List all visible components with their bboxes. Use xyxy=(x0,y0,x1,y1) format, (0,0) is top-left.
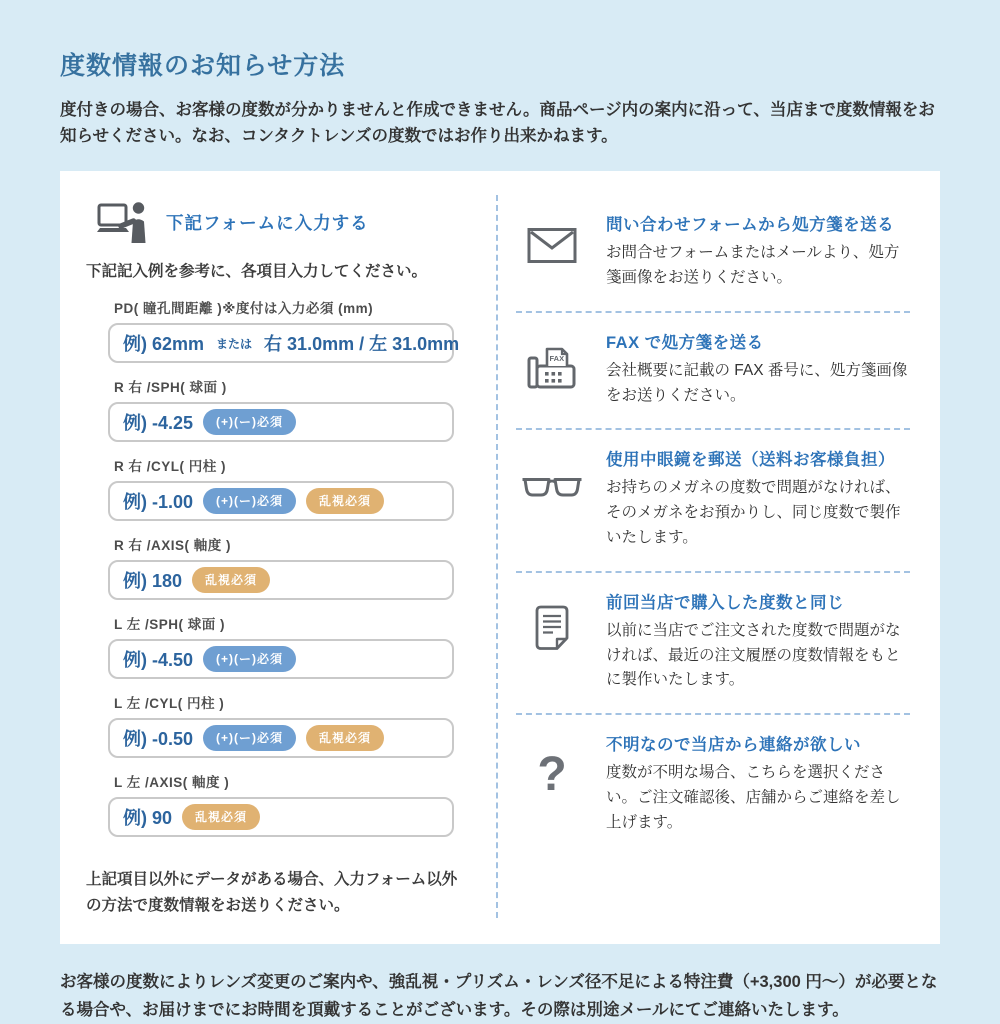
method-body: 以前に当店でご注文された度数で問題がなければ、最近の注文履歴の度数情報をもとに製作いたします。 xyxy=(606,621,901,689)
form-field-l-axis xyxy=(108,771,454,837)
form-field-r-sph xyxy=(108,376,454,442)
form-heading: 下記フォームに入力する xyxy=(166,212,369,233)
field-label: R 右 /CYL( 円柱 ) xyxy=(114,459,226,475)
footer-note: お客様の度数によりレンズ変更のご案内や、強乱視・プリズム・レンズ径不足による特注費（+3,300 円〜）が必要となる場合や、お届けまでにお時間を頂戴することがございます。その際は別途メールにてご連絡いたします。 xyxy=(60,973,938,1020)
example-input-box xyxy=(108,639,454,679)
example-input-box xyxy=(108,560,454,600)
example-value: 例) -0.50 xyxy=(123,729,194,750)
method-text xyxy=(606,589,910,693)
example-input-box xyxy=(108,402,454,442)
form-fields xyxy=(108,297,460,837)
methods-column xyxy=(498,195,940,918)
method-text xyxy=(606,211,910,291)
method-title: 前回当店で購入した度数と同じ xyxy=(606,593,844,612)
example-value: 例) 90 xyxy=(123,808,173,829)
method-text xyxy=(606,329,910,409)
example-value-detail: 右 31.0mm / 左 31.0mm xyxy=(264,334,460,355)
info-card xyxy=(60,171,940,944)
method-text xyxy=(606,731,910,835)
form-column xyxy=(60,195,498,918)
example-input-box xyxy=(108,481,454,521)
field-label: R 右 /AXIS( 軸度 ) xyxy=(114,538,232,554)
method-title: 問い合わせフォームから処方箋を送る xyxy=(606,216,895,235)
method-item-unknown xyxy=(516,713,910,855)
astigmatism-required-badge: 乱視必須 xyxy=(306,488,384,514)
method-item-mail-glasses xyxy=(516,428,910,570)
example-input-box xyxy=(108,323,460,363)
astigmatism-required-badge: 乱視必須 xyxy=(182,804,260,830)
example-value: 例) 180 xyxy=(123,571,183,592)
method-title: FAX で処方箋を送る xyxy=(606,333,764,352)
plus-minus-required-badge: (+)(ー)必須 xyxy=(203,725,296,751)
field-label: L 左 /SPH( 球面 ) xyxy=(114,617,226,633)
envelope-icon xyxy=(516,211,588,291)
plus-minus-required-badge: (+)(ー)必須 xyxy=(203,488,296,514)
form-field-l-cyl xyxy=(108,692,454,758)
intro-text: 度付きの場合、お客様の度数が分かりませんと作成できません。商品ページ内の案内に沿って、当店まで度数情報をお知らせください。なお、コンタクトレンズの度数ではお作り出来かねます。 xyxy=(60,101,935,145)
method-title: 使用中眼鏡を郵送（送料お客様負担） xyxy=(606,451,895,470)
example-input-box xyxy=(108,718,454,758)
example-value: 例) -1.00 xyxy=(123,492,194,513)
plus-minus-required-badge: (+)(ー)必須 xyxy=(203,409,296,435)
astigmatism-required-badge: 乱視必須 xyxy=(306,725,384,751)
example-value: 例) -4.25 xyxy=(123,413,194,434)
glasses-icon xyxy=(516,446,588,550)
person-at-computer-icon xyxy=(96,201,150,243)
method-title: 不明なので当店から連絡が欲しい xyxy=(606,736,861,755)
page-title: 度数情報のお知らせ方法 xyxy=(60,52,346,80)
example-value: 例) 62mm xyxy=(123,334,205,355)
form-field-r-cyl xyxy=(108,455,454,521)
field-label: L 左 /AXIS( 軸度 ) xyxy=(114,775,230,791)
method-body: お問合せフォームまたはメールより、処方箋画像をお送りください。 xyxy=(606,244,900,286)
fax-icon xyxy=(516,329,588,409)
method-body: 会社概要に記載の FAX 番号に、処方箋画像をお送りください。 xyxy=(606,361,908,404)
method-item-contact-form xyxy=(516,195,910,311)
form-field-l-sph xyxy=(108,613,454,679)
svg-text:FAX: FAX xyxy=(549,353,565,363)
example-or-text: または xyxy=(216,336,253,351)
form-field-pd xyxy=(108,297,460,363)
method-text xyxy=(606,446,910,550)
field-label: R 右 /SPH( 球面 ) xyxy=(114,380,227,396)
method-body: 度数が不明な場合、こちらを選択ください。ご注文確認後、店舗からご連絡を差し上げます。 xyxy=(606,764,901,831)
document-icon xyxy=(516,589,588,693)
method-body: お持ちのメガネの度数で問題がなければ、そのメガネをお預かりし、同じ度数で製作いたします。 xyxy=(606,479,901,546)
astigmatism-required-badge: 乱視必須 xyxy=(192,567,270,593)
form-note: 下記記入例を参考に、各項目入力してください。 xyxy=(86,263,428,281)
plus-minus-required-badge: (+)(ー)必須 xyxy=(203,646,296,672)
question-glyph: ? xyxy=(537,748,567,802)
form-outro-note: 上記項目以外にデータがある場合、入力フォーム以外の方法で度数情報をお送りください。 xyxy=(86,871,458,914)
field-label: PD( 瞳孔間距離 )※度付は入力必須 (mm) xyxy=(114,301,374,317)
field-label: L 左 /CYL( 円柱 ) xyxy=(114,696,225,712)
form-header xyxy=(96,201,470,243)
method-item-fax xyxy=(516,311,910,429)
method-item-previous-order xyxy=(516,571,910,713)
question-mark-icon xyxy=(516,731,588,835)
example-value: 例) -4.50 xyxy=(123,650,194,671)
example-input-box xyxy=(108,797,454,837)
form-field-r-axis xyxy=(108,534,454,600)
